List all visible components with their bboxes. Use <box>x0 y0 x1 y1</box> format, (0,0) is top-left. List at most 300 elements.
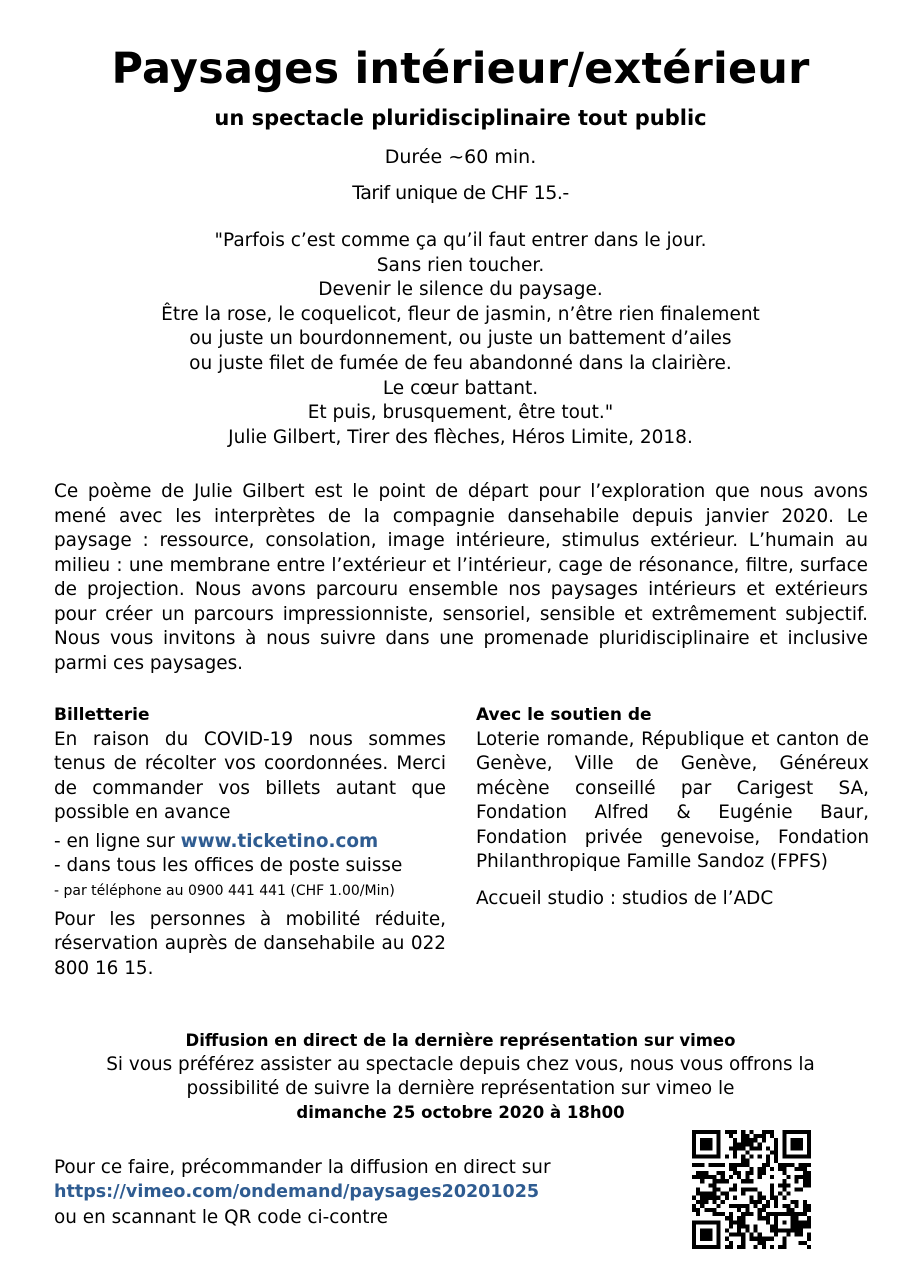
order-section <box>54 1155 654 1230</box>
qr-module <box>737 1142 741 1146</box>
qr-module <box>758 1175 762 1179</box>
qr-module <box>803 1163 807 1167</box>
qr-module <box>786 1155 790 1159</box>
qr-module <box>762 1237 766 1241</box>
qr-module <box>737 1224 741 1228</box>
qr-module <box>749 1138 753 1142</box>
subtitle: un spectacle pluridisciplinaire tout public <box>214 106 707 130</box>
qr-module <box>704 1237 708 1241</box>
billetterie-mobility: Pour les personnes à mobilité réduite, réservation auprès de dansehabile au 022 800 16 15. <box>54 908 446 979</box>
qr-module <box>790 1155 794 1159</box>
qr-module <box>778 1245 782 1249</box>
price: Tarif unique de CHF 15.- <box>352 182 569 204</box>
qr-module <box>729 1134 733 1138</box>
qr-module <box>704 1192 708 1196</box>
qr-module <box>741 1163 745 1167</box>
qr-module <box>782 1130 786 1134</box>
qr-module <box>766 1237 770 1241</box>
qr-module <box>729 1241 733 1245</box>
poem <box>0 229 921 450</box>
qr-module <box>770 1192 774 1196</box>
qr-module <box>741 1220 745 1224</box>
qr-module <box>774 1200 778 1204</box>
qr-module <box>770 1224 774 1228</box>
qr-module <box>766 1130 770 1134</box>
qr-module <box>708 1196 712 1200</box>
qr-module <box>786 1233 790 1237</box>
qr-module <box>696 1208 700 1212</box>
accueil-studio: Accueil studio : studios de l’ADC <box>476 887 774 909</box>
qr-module <box>754 1237 758 1241</box>
qr-module <box>721 1171 725 1175</box>
qr-module <box>717 1151 721 1155</box>
qr-module <box>737 1216 741 1220</box>
qr-module <box>733 1142 737 1146</box>
qr-module <box>696 1171 700 1175</box>
qr-module <box>733 1196 737 1200</box>
qr-module <box>708 1138 712 1142</box>
qr-module <box>749 1142 753 1146</box>
qr-module <box>766 1220 770 1224</box>
qr-module <box>721 1175 725 1179</box>
qr-module <box>758 1142 762 1146</box>
live-date: dimanche 25 octobre 2020 à 18h00 <box>296 1103 625 1122</box>
qr-module <box>745 1224 749 1228</box>
qr-module <box>799 1175 803 1179</box>
qr-module <box>799 1233 803 1237</box>
qr-module <box>700 1171 704 1175</box>
qr-module <box>782 1163 786 1167</box>
qr-module <box>754 1224 758 1228</box>
qr-module <box>786 1175 790 1179</box>
qr-module <box>782 1204 786 1208</box>
qr-module <box>778 1192 782 1196</box>
qr-module <box>770 1175 774 1179</box>
qr-module <box>713 1155 717 1159</box>
qr-module <box>692 1130 696 1134</box>
qr-module <box>807 1171 811 1175</box>
billetterie-heading: Billetterie <box>54 705 150 725</box>
qr-module <box>745 1228 749 1232</box>
qr-module <box>745 1134 749 1138</box>
ticketino-link[interactable]: www.ticketino.com <box>180 830 379 852</box>
qr-module <box>692 1228 696 1232</box>
qr-module <box>717 1187 721 1191</box>
qr-module <box>766 1163 770 1167</box>
qr-module <box>799 1212 803 1216</box>
qr-module <box>721 1200 725 1204</box>
qr-module <box>721 1179 725 1183</box>
qr-module <box>754 1204 758 1208</box>
qr-module <box>717 1245 721 1249</box>
qr-module <box>692 1175 696 1179</box>
soutien-section <box>476 703 869 911</box>
qr-module <box>737 1245 741 1249</box>
qr-module <box>762 1245 766 1249</box>
qr-module <box>754 1245 758 1249</box>
qr-module <box>774 1204 778 1208</box>
qr-module <box>774 1216 778 1220</box>
qr-module <box>733 1151 737 1155</box>
qr-module <box>741 1155 745 1159</box>
qr-module <box>795 1216 799 1220</box>
qr-module <box>774 1233 778 1237</box>
qr-module <box>782 1241 786 1245</box>
qr-module <box>803 1179 807 1183</box>
qr-module <box>758 1146 762 1150</box>
qr-module <box>729 1130 733 1134</box>
soutien-text: Loterie romande, République et canton de Genève, Ville de Genève, Généreux mécène conseillé par Carigest SA, Fondation Alfred & Eugénie Baur, Fondation privée genevoise, Fondation Philanthropique Famille Sandoz (FPFS) <box>476 728 869 872</box>
qr-module <box>790 1200 794 1204</box>
qr-module <box>790 1130 794 1134</box>
qr-module <box>803 1171 807 1175</box>
qr-module <box>692 1237 696 1241</box>
qr-module <box>717 1233 721 1237</box>
qr-module <box>729 1245 733 1249</box>
qr-module <box>762 1216 766 1220</box>
qr-module <box>799 1146 803 1150</box>
qr-module <box>737 1175 741 1179</box>
qr-module <box>803 1200 807 1204</box>
qr-module <box>762 1204 766 1208</box>
poem-line: ou juste filet de fumée de feu abandonné dans la clairière. <box>189 352 732 374</box>
order-line: ou en scannant le QR code ci-contre <box>54 1207 388 1228</box>
qr-module <box>795 1224 799 1228</box>
qr-module <box>692 1134 696 1138</box>
qr-module <box>754 1146 758 1150</box>
qr-module <box>725 1216 729 1220</box>
qr-module <box>774 1220 778 1224</box>
qr-module <box>696 1155 700 1159</box>
qr-module <box>745 1187 749 1191</box>
qr-module <box>696 1220 700 1224</box>
qr-module <box>717 1142 721 1146</box>
qr-module <box>700 1233 704 1237</box>
qr-module <box>741 1241 745 1245</box>
qr-module <box>758 1212 762 1216</box>
live-section <box>0 1029 921 1125</box>
qr-module <box>741 1187 745 1191</box>
poem-line: Et puis, brusquement, être tout." <box>307 402 614 424</box>
qr-module <box>778 1167 782 1171</box>
qr-module <box>729 1220 733 1224</box>
qr-module <box>717 1237 721 1241</box>
qr-module <box>766 1216 770 1220</box>
qr-module <box>749 1196 753 1200</box>
qr-module <box>749 1155 753 1159</box>
qr-module <box>692 1142 696 1146</box>
qr-module <box>729 1216 733 1220</box>
qr-module <box>737 1228 741 1232</box>
qr-module <box>782 1187 786 1191</box>
qr-module <box>758 1241 762 1245</box>
qr-module <box>786 1192 790 1196</box>
qr-module <box>729 1187 733 1191</box>
qr-module <box>807 1245 811 1249</box>
intro-paragraph: Ce poème de Julie Gilbert est le point de départ pour l’exploration que nous avons mené avec les interprètes de la compagnie dansehabile depuis janvier 2020. Le paysage : ressource, consolation, image intérieure, stimulus extérieur. L’humain au milieu : une membrane entre l’extérieur et l’intérieur, cage de résonance, filtre, surface de projection. Nous avons parcouru ensemble nos paysages intérieurs et extérieurs pour créer un parcours impressionniste, sensoriel, sensible et extrêmement subjectif. Nous vous invitons à nous suivre dans une promenade pluridisciplinaire et inclusive parmi ces paysages. <box>54 481 868 674</box>
qr-module <box>754 1138 758 1142</box>
qr-module <box>733 1146 737 1150</box>
qr-module <box>790 1216 794 1220</box>
qr-module <box>807 1130 811 1134</box>
qr-module <box>733 1204 737 1208</box>
qr-module <box>766 1212 770 1216</box>
qr-module <box>774 1155 778 1159</box>
qr-module <box>758 1237 762 1241</box>
qr-module <box>807 1134 811 1138</box>
qr-module <box>700 1179 704 1183</box>
qr-module <box>704 1196 708 1200</box>
qr-module <box>704 1220 708 1224</box>
qr-module <box>758 1134 762 1138</box>
qr-module <box>717 1171 721 1175</box>
qr-module <box>795 1233 799 1237</box>
qr-module <box>713 1175 717 1179</box>
qr-module <box>782 1155 786 1159</box>
qr-module <box>786 1228 790 1232</box>
qr-module <box>749 1233 753 1237</box>
qr-module <box>708 1175 712 1179</box>
qr-module <box>770 1130 774 1134</box>
qr-module <box>696 1175 700 1179</box>
qr-module <box>733 1187 737 1191</box>
qr-module <box>721 1163 725 1167</box>
qr-module <box>717 1179 721 1183</box>
qr-module <box>696 1163 700 1167</box>
qr-module <box>713 1130 717 1134</box>
qr-module <box>782 1237 786 1241</box>
qr-module <box>782 1245 786 1249</box>
qr-module <box>795 1175 799 1179</box>
qr-module <box>790 1138 794 1142</box>
qr-module <box>782 1183 786 1187</box>
qr-module <box>713 1200 717 1204</box>
qr-module <box>741 1138 745 1142</box>
qr-module <box>733 1130 737 1134</box>
qr-module <box>700 1200 704 1204</box>
qr-module <box>692 1196 696 1200</box>
qr-module <box>762 1171 766 1175</box>
qr-module <box>741 1216 745 1220</box>
qr-module <box>782 1196 786 1200</box>
qr-module <box>737 1220 741 1224</box>
qr-module <box>770 1196 774 1200</box>
qr-module <box>737 1204 741 1208</box>
live-heading: Diffusion en direct de la dernière représentation sur vimeo <box>185 1031 736 1050</box>
qr-module <box>692 1146 696 1150</box>
qr-module <box>745 1208 749 1212</box>
qr-module <box>725 1196 729 1200</box>
qr-module <box>803 1204 807 1208</box>
qr-module <box>774 1142 778 1146</box>
qr-module <box>745 1204 749 1208</box>
live-line: possibilité de suivre la dernière représentation sur vimeo le <box>186 1078 735 1099</box>
qr-module <box>795 1212 799 1216</box>
qr-module <box>708 1163 712 1167</box>
qr-module <box>692 1224 696 1228</box>
qr-module <box>795 1142 799 1146</box>
qr-module <box>795 1228 799 1232</box>
qr-module <box>725 1130 729 1134</box>
qr-module <box>741 1146 745 1150</box>
qr-module <box>704 1171 708 1175</box>
qr-module <box>700 1245 704 1249</box>
qr-module <box>717 1196 721 1200</box>
qr-module <box>708 1228 712 1232</box>
qr-module <box>729 1233 733 1237</box>
qr-module <box>717 1228 721 1232</box>
qr-module <box>696 1187 700 1191</box>
qr-module <box>700 1175 704 1179</box>
qr-module <box>795 1130 799 1134</box>
qr-module <box>795 1146 799 1150</box>
qr-module <box>807 1179 811 1183</box>
qr-module <box>692 1151 696 1155</box>
qr-module <box>799 1138 803 1142</box>
qr-module <box>782 1142 786 1146</box>
qr-module <box>717 1146 721 1150</box>
qr-module <box>745 1212 749 1216</box>
qr-module <box>758 1171 762 1175</box>
qr-module <box>700 1192 704 1196</box>
qr-module <box>745 1175 749 1179</box>
qr-module <box>745 1163 749 1167</box>
qr-module <box>700 1196 704 1200</box>
qr-module <box>754 1134 758 1138</box>
qr-module <box>786 1212 790 1216</box>
qr-module <box>749 1212 753 1216</box>
qr-module <box>774 1212 778 1216</box>
qr-module <box>790 1212 794 1216</box>
qr-module <box>700 1163 704 1167</box>
qr-module <box>692 1138 696 1142</box>
qr-module <box>790 1163 794 1167</box>
qr-module <box>713 1192 717 1196</box>
qr-module <box>696 1212 700 1216</box>
qr-module <box>762 1138 766 1142</box>
qr-module <box>725 1228 729 1232</box>
qr-module <box>713 1163 717 1167</box>
qr-module <box>708 1192 712 1196</box>
qr-module <box>745 1151 749 1155</box>
qr-module <box>692 1204 696 1208</box>
billetterie-phone: - par téléphone au 0900 441 441 (CHF 1.00/Min) <box>54 882 395 899</box>
qr-module <box>790 1142 794 1146</box>
online-prefix: - en ligne sur <box>54 830 181 852</box>
qr-module <box>803 1155 807 1159</box>
vimeo-link[interactable]: https://vimeo.com/ondemand/paysages20201025 <box>54 1182 540 1202</box>
qr-module <box>741 1224 745 1228</box>
qr-module <box>708 1183 712 1187</box>
qr-module <box>741 1159 745 1163</box>
qr-module <box>786 1208 790 1212</box>
qr-module <box>782 1134 786 1138</box>
qr-module <box>700 1237 704 1241</box>
qr-module <box>700 1220 704 1224</box>
qr-module <box>786 1163 790 1167</box>
qr-module <box>713 1196 717 1200</box>
qr-module <box>704 1200 708 1204</box>
qr-module <box>700 1155 704 1159</box>
qr-module <box>762 1130 766 1134</box>
qr-module <box>704 1146 708 1150</box>
qr-module <box>708 1130 712 1134</box>
qr-module <box>713 1245 717 1249</box>
qr-module <box>807 1155 811 1159</box>
qr-module <box>704 1175 708 1179</box>
qr-module <box>774 1224 778 1228</box>
billetterie-text: En raison du COVID-19 nous sommes tenus de récolter vos coordonnées. Merci de commander vos billets autant que possible en avance <box>54 728 446 823</box>
qr-module <box>721 1192 725 1196</box>
qr-module <box>770 1212 774 1216</box>
qr-module <box>713 1212 717 1216</box>
qr-module <box>692 1163 696 1167</box>
qr-module <box>717 1241 721 1245</box>
qr-module <box>782 1212 786 1216</box>
qr-module <box>762 1196 766 1200</box>
qr-module <box>782 1220 786 1224</box>
qr-module <box>786 1183 790 1187</box>
qr-module <box>807 1233 811 1237</box>
qr-module <box>729 1204 733 1208</box>
qr-module <box>708 1155 712 1159</box>
qr-module <box>795 1179 799 1183</box>
qr-module <box>803 1167 807 1171</box>
qr-module <box>803 1212 807 1216</box>
qr-module <box>799 1130 803 1134</box>
soutien-heading: Avec le soutien de <box>476 705 652 725</box>
qr-module <box>741 1237 745 1241</box>
qr-module <box>770 1187 774 1191</box>
qr-module <box>729 1175 733 1179</box>
qr-module <box>762 1241 766 1245</box>
qr-module <box>774 1146 778 1150</box>
qr-module <box>704 1245 708 1249</box>
qr-module <box>770 1167 774 1171</box>
qr-module <box>799 1224 803 1228</box>
qr-module <box>803 1220 807 1224</box>
qr-module <box>696 1200 700 1204</box>
qr-module <box>741 1130 745 1134</box>
qr-module <box>745 1159 749 1163</box>
qr-module <box>729 1163 733 1167</box>
qr-module <box>713 1183 717 1187</box>
qr-module <box>786 1130 790 1134</box>
qr-module <box>700 1130 704 1134</box>
qr-module <box>725 1245 729 1249</box>
qr-module <box>733 1171 737 1175</box>
qr-module <box>749 1237 753 1241</box>
qr-module <box>799 1228 803 1232</box>
qr-module <box>741 1179 745 1183</box>
qr-module <box>778 1183 782 1187</box>
qr-module <box>704 1155 708 1159</box>
qr-module <box>758 1196 762 1200</box>
qr-module <box>770 1151 774 1155</box>
qr-module <box>782 1228 786 1232</box>
qr-module <box>737 1233 741 1237</box>
qr-module <box>713 1187 717 1191</box>
qr-module <box>758 1200 762 1204</box>
qr-module <box>807 1183 811 1187</box>
qr-module <box>713 1179 717 1183</box>
qr-module <box>737 1208 741 1212</box>
qr-module <box>745 1142 749 1146</box>
qr-module <box>795 1204 799 1208</box>
qr-module <box>778 1228 782 1232</box>
qr-module <box>708 1220 712 1224</box>
qr-module <box>803 1241 807 1245</box>
